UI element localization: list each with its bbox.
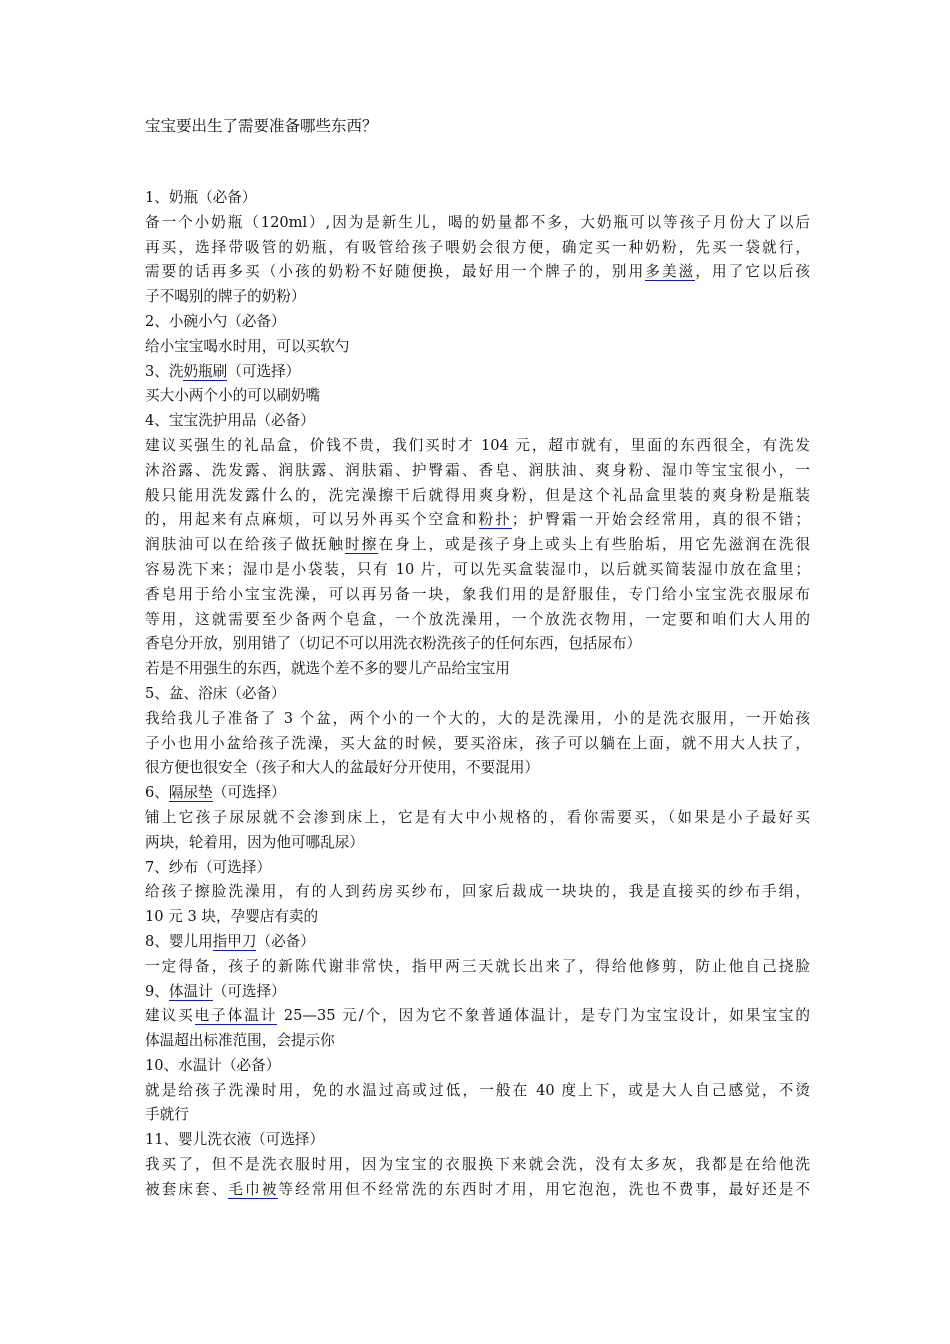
text-line [145, 756, 810, 781]
text-run: 1、奶瓶（必备） [145, 189, 257, 206]
text-line [145, 434, 810, 459]
keyword-link[interactable]: 时擦 [345, 536, 379, 554]
text-line [145, 335, 810, 360]
keyword-link[interactable]: 多美滋 [645, 263, 696, 281]
text-run: 11、婴儿洗衣液（可选择） [145, 1131, 325, 1149]
text-line [145, 657, 810, 682]
text-run: 被套床套、 [145, 1180, 229, 1198]
text-run: ；护臀霜一开始会经常用，真的很不错； [511, 511, 810, 529]
text-line [145, 955, 810, 980]
text-line [145, 1029, 810, 1054]
text-run: 需要的话再多买（小孩的奶粉不好随便换，最好用一个牌子的，别用 [145, 263, 646, 281]
text-run: 10、水温计（必备） [145, 1056, 281, 1074]
text-run: 香皂分开放，别用错了（切记不可以用洗衣粉洗孩子的任何东西，包括尿布） [145, 635, 642, 653]
text-run: 手就行 [145, 1106, 189, 1124]
text-run: 般只能用洗发露什么的，洗完澡擦干后就得用爽身粉，但是这个礼品盒里装的爽身粉是瓶装 [145, 486, 810, 504]
text-line [145, 285, 810, 310]
text-line [145, 409, 810, 434]
keyword-link[interactable]: 奶瓶刷 [183, 362, 228, 380]
text-run: 等用，这就需要至少备两个皂盒，一个放洗澡用，一个放洗衣物用，一定要和咱们大人用的 [145, 610, 810, 628]
text-line [145, 707, 810, 732]
text-run: 备一个小奶瓶（120ml）,因为是新生儿，喝的奶量都不多，大奶瓶可以等孩子月份大了以后 [145, 213, 810, 231]
text-run: （可选择） [227, 362, 301, 380]
text-run: 25—35 元/个，因为它不象普通体温计，是专门为宝宝设计，如果宝宝的 [277, 1007, 810, 1025]
text-run: 我给我儿子准备了 3 个盆，两个小的一个大的，大的是洗澡用，小的是洗衣服用，一开始孩 [145, 709, 810, 727]
text-line [145, 732, 810, 757]
text-run: （必备） [256, 932, 315, 950]
text-run: 买大小两个小的可以刷奶嘴 [145, 387, 321, 405]
text-line [145, 310, 810, 335]
text-line [145, 831, 810, 856]
text-run: 就是给孩子洗澡时用，免的水温过高或过低，一般在 40 度上下，或是大人自己感觉，不烫 [145, 1081, 810, 1099]
text-run: 若是不用强生的东西，就选个差不多的婴儿产品给宝宝用 [145, 660, 510, 678]
text-run: 5、盆、浴床（必备） [145, 684, 286, 702]
text-line [145, 583, 810, 608]
text-run: 的，用起来有点麻烦，可以另外再买个空盒和 [145, 511, 479, 529]
text-run: 给小宝宝喝水时用，可以买软勺 [145, 337, 350, 355]
text-run: 给孩子擦脸洗澡用，有的人到药房买纱布，回家后裁成一块块的，我是直接买的纱布手绢， [145, 883, 810, 901]
text-run: 一定得备，孩子的新陈代谢非常快，指甲两三天就长出来了，得给他修剪，防止他自己挠脸 [145, 957, 810, 975]
text-run: 体温超出标准范围，会提示你 [145, 1032, 335, 1050]
text-line [145, 533, 810, 558]
text-run: 3、洗 [145, 362, 184, 380]
keyword-link[interactable]: 毛巾被 [228, 1180, 279, 1198]
text-line [145, 856, 810, 881]
text-line [145, 781, 810, 806]
text-line [145, 608, 810, 633]
text-run: 容易洗下来；湿巾是小袋装，只有 10 片，可以先买盒装湿巾，以后就买简装湿巾放在盒里； [145, 560, 810, 578]
text-line [145, 260, 810, 285]
keyword-link[interactable]: 电子体温计 [194, 1007, 278, 1025]
text-line [145, 632, 810, 657]
text-line [145, 186, 810, 211]
text-line [145, 558, 810, 583]
keyword-link[interactable]: 指甲刀 [212, 932, 257, 950]
text-line [145, 360, 810, 385]
text-run: 香皂用于给小宝宝洗澡，可以再另备一块，象我们用的是舒服佳，专门给小宝宝洗衣服尿布 [145, 585, 810, 603]
text-run: 我买了，但不是洗衣服时用，因为宝宝的衣服换下来就会洗，没有太多灰，我都是在给他洗 [145, 1156, 810, 1174]
text-line [145, 682, 810, 707]
text-line [145, 1004, 810, 1029]
keyword-link[interactable]: 粉扑 [478, 511, 512, 529]
text-run: 在身上，或是孩子身上或头上有些胎垢，用它先滋润在洗很 [378, 536, 810, 554]
text-line [145, 1103, 810, 1128]
text-run: 10 元 3 块，孕婴店有卖的 [145, 908, 319, 926]
text-run: 等经常用但不经常洗的东西时才用，用它泡泡，洗也不费事，最好还是不 [278, 1180, 810, 1198]
text-run: 7、纱布（可选择） [145, 858, 272, 876]
text-run: 4、宝宝洗护用品（必备） [145, 412, 315, 430]
text-line [145, 1054, 810, 1079]
text-run: 9、 [145, 982, 169, 1000]
text-run: 6、 [145, 784, 169, 802]
text-run: （可选择） [212, 784, 286, 802]
text-line [145, 980, 810, 1005]
text-run: 8、婴儿用 [145, 932, 213, 950]
text-run: 润肤油可以在给孩子做抚触 [145, 536, 346, 554]
text-line [145, 880, 810, 905]
text-line [145, 1178, 810, 1203]
text-line [145, 806, 810, 831]
text-line [145, 930, 810, 955]
text-line [145, 384, 810, 409]
text-line [145, 484, 810, 509]
text-run: ，用了它以后孩 [695, 263, 810, 281]
text-run: 沐浴露、洗发露、润肤露、润肤霜、护臀霜、香皂、润肤油、爽身粉、湿巾等宝宝很小，一 [145, 461, 810, 479]
text-line [145, 236, 810, 261]
text-line [145, 1153, 810, 1178]
text-line [145, 211, 810, 236]
text-run: 建议买 [145, 1007, 195, 1025]
text-line [145, 1128, 810, 1153]
text-line [145, 905, 810, 930]
text-run: 子不喝别的牌子的奶粉） [145, 288, 306, 306]
text-run: 再买，选择带吸管的奶瓶，有吸管给孩子喂奶会很方便，确定买一种奶粉，先买一袋就行， [145, 238, 810, 256]
text-run: 建议买强生的礼品盒，价钱不贵，我们买时才 104 元，超市就有，里面的东西很全，有洗发 [145, 436, 810, 454]
text-run: 2、小碗小勺（必备） [145, 312, 286, 330]
text-run: 很方便也很安全（孩子和大人的盆最好分开使用，不要混用） [145, 759, 540, 777]
text-run: （可选择） [212, 982, 286, 1000]
text-run: 铺上它孩子尿尿就不会渗到床上，它是有大中小规格的，看你需要买，（如果是小子最好买 [145, 808, 810, 826]
text-line [145, 459, 810, 484]
keyword-link[interactable]: 隔尿垫 [168, 784, 213, 802]
document-title: 宝宝要出生了需要准备哪些东西？ [145, 117, 378, 135]
text-run: 两块，轮着用，因为他可哪乱尿） [145, 833, 364, 851]
text-line [145, 508, 810, 533]
text-line [145, 1079, 810, 1104]
text-run: 子小也用小盆给孩子洗澡，买大盆的时候，要买浴床，孩子可以躺在上面，就不用大人扶了， [145, 734, 810, 752]
document-body [145, 186, 810, 1203]
keyword-link[interactable]: 体温计 [168, 982, 213, 1000]
